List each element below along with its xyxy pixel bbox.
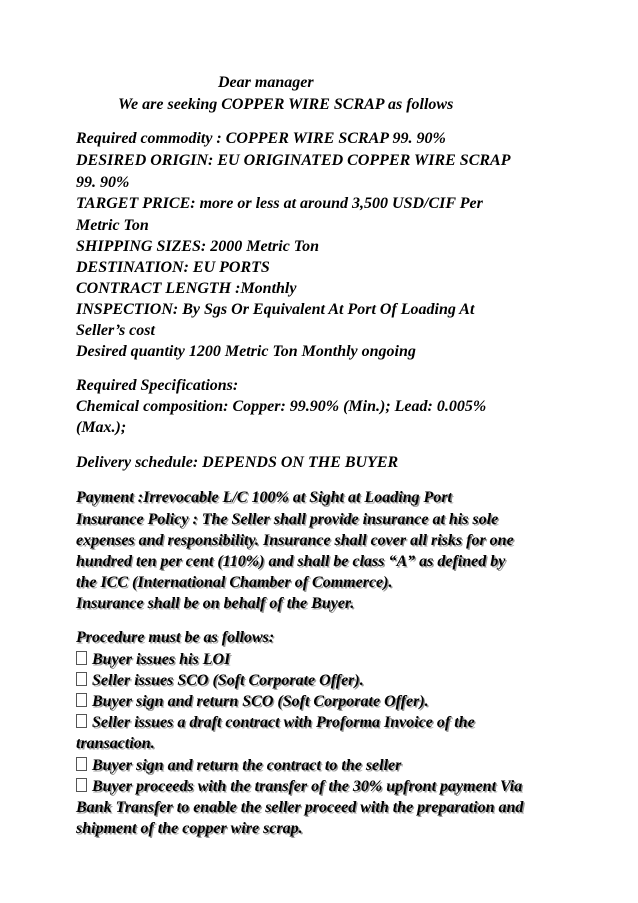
procedure-step-cont: Bank Transfer to enable the seller proceed with the preparation and bbox=[76, 799, 524, 816]
payment-terms: Payment :Irrevocable L/C 100% at Sight at Loading Port bbox=[76, 489, 452, 506]
procedure-heading: Procedure must be as follows: bbox=[76, 629, 275, 646]
desired-quantity: Desired quantity 1200 Metric Ton Monthly ongoing bbox=[76, 343, 416, 360]
checkbox-bullet-icon bbox=[76, 757, 87, 771]
procedure-step-text: Seller issues SCO (Soft Corporate Offer). bbox=[92, 672, 364, 689]
procedure-step bbox=[76, 713, 475, 733]
checkbox-bullet-icon bbox=[76, 672, 87, 686]
contract-length: CONTRACT LENGTH :Monthly bbox=[76, 280, 297, 297]
salutation: Dear manager bbox=[218, 74, 314, 91]
procedure-step-text: Buyer proceeds with the transfer of the 30% upfront payment Via bbox=[92, 778, 523, 795]
procedure-step bbox=[76, 692, 429, 712]
procedure-step bbox=[76, 671, 364, 691]
insurance-policy-cont-2: hundred ten per cent (110%) and shall be class “A” as defined by bbox=[76, 553, 506, 570]
procedure-step-cont: transaction. bbox=[76, 735, 155, 752]
specifications-heading: Required Specifications: bbox=[76, 377, 239, 394]
inspection: INSPECTION: By Sgs Or Equivalent At Port Of Loading At bbox=[76, 301, 475, 318]
procedure-step-text: Seller issues a draft contract with Proforma Invoice of the bbox=[92, 714, 475, 731]
procedure-step-cont: shipment of the copper wire scrap. bbox=[76, 820, 303, 837]
checkbox-bullet-icon bbox=[76, 693, 87, 707]
desired-origin-cont: 99. 90% bbox=[76, 174, 130, 191]
insurance-behalf: Insurance shall be on behalf of the Buyer. bbox=[76, 595, 355, 612]
procedure-step bbox=[76, 756, 401, 776]
delivery-schedule: Delivery schedule: DEPENDS ON THE BUYER bbox=[76, 454, 399, 471]
insurance-policy-cont-3: the ICC (International Chamber of Commerce). bbox=[76, 574, 393, 591]
procedure-step bbox=[76, 777, 522, 797]
chemical-composition: Chemical composition: Copper: 99.90% (Min.); Lead: 0.005% bbox=[76, 398, 487, 415]
chemical-composition-cont: (Max.); bbox=[76, 419, 127, 436]
target-price: TARGET PRICE: more or less at around 3,500 USD/CIF Per bbox=[76, 195, 483, 212]
procedure-step bbox=[76, 650, 230, 670]
procedure-step-text: Buyer issues his LOI bbox=[92, 651, 231, 668]
desired-origin: DESIRED ORIGIN: EU ORIGINATED COPPER WIRE SCRAP bbox=[76, 152, 511, 169]
target-price-cont: Metric Ton bbox=[76, 217, 149, 234]
checkbox-bullet-icon bbox=[76, 651, 87, 665]
inspection-cont: Seller’s cost bbox=[76, 322, 155, 339]
intro-line: We are seeking COPPER WIRE SCRAP as follows bbox=[118, 96, 454, 113]
checkbox-bullet-icon bbox=[76, 778, 87, 792]
shipping-sizes: SHIPPING SIZES: 2000 Metric Ton bbox=[76, 238, 319, 255]
procedure-step-text: Buyer sign and return the contract to the seller bbox=[92, 757, 402, 774]
checkbox-bullet-icon bbox=[76, 714, 87, 728]
destination: DESTINATION: EU PORTS bbox=[76, 259, 270, 276]
required-commodity: Required commodity : COPPER WIRE SCRAP 99. 90% bbox=[76, 130, 446, 147]
insurance-policy-cont-1: expenses and responsibility. Insurance shall cover all risks for one bbox=[76, 532, 514, 549]
insurance-policy: Insurance Policy : The Seller shall provide insurance at his sole bbox=[76, 511, 499, 528]
procedure-step-text: Buyer sign and return SCO (Soft Corporate Offer). bbox=[92, 693, 429, 710]
